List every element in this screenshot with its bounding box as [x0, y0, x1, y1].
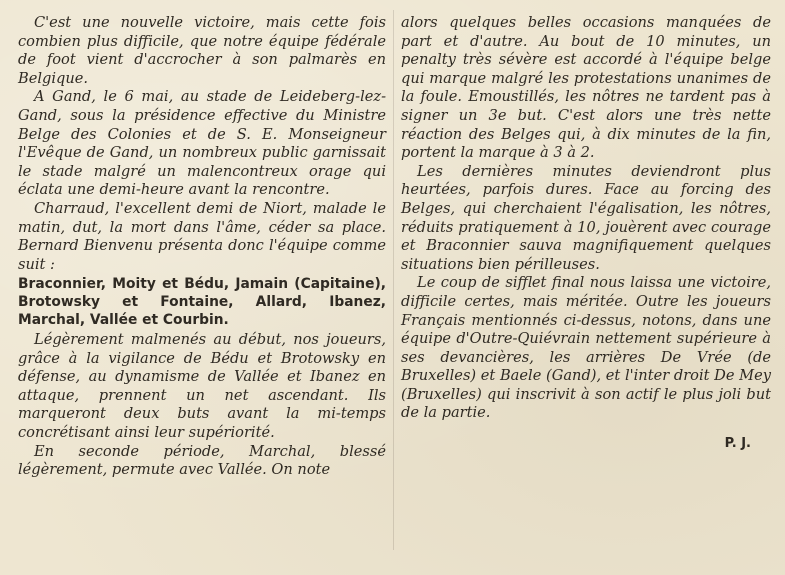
paragraph-team-change: Charraud, l'excellent demi de Niort, malade le matin, dut, la mort dans l'âme, céder sa place. Bernard Bienvenu présenta donc l'équipe comme suit :	[18, 199, 386, 273]
author-signature: P. J.	[724, 436, 751, 452]
paragraph-final-minutes: Les dernières minutes deviendront plus heurtées, parfois dures. Face au forcing des Belges, qui cherchaient l'égalisation, les nôtres, réduits pratiquement à 10, jouèrent avec courage et Braconnier sauva magnifiquement quelques situations bien périlleuses.	[401, 162, 771, 273]
left-column	[18, 14, 386, 480]
paragraph-venue: A Gand, le 6 mai, au stade de Leideberg-lez-Gand, sous la présidence effective du Ministre Belge des Colonies et de S. E. Monseigneur l'Evêque de Gand, un nombreux public garnissait le stade malgré un malencontreux orage qui éclata une demi-heure avant la rencontre.	[18, 88, 386, 199]
paragraph-intro: C'est une nouvelle victoire, mais cette fois combien plus difficile, que notre équipe fédérale de foot vient d'accrocher à son palmarès en Belgique.	[18, 14, 386, 87]
paragraph-conclusion: Le coup de sifflet final nous laissa une victoire, difficile certes, mais méritée. Outre les joueurs Français mentionnés ci-dessus, notons, dans une équipe d'Outre-Quiévrain nettement supérieure à ses devancières, les arrières De Vrée (de Bruxelles) et Baele (Gand), et l'inter droit De Mey (Bruxelles) qui inscrivit à son actif le plus joli but de la partie.	[401, 274, 771, 422]
team-lineup: Braconnier, Moity et Bédu, Jamain (Capitaine), Brotowsky et Fontaine, Allard, Ibanez, Marchal, Vallée et Courbin.	[18, 276, 386, 328]
column-divider	[393, 10, 394, 550]
right-column	[401, 14, 771, 454]
paragraph-first-half: Légèrement malmenés au début, nos joueurs, grâce à la vigilance de Bédu et Brotowsky en défense, au dynamisme de Vallée et Ibanez en attaque, prennent un net ascendant. Ils marqueront deux buts avant la mi-temps concrétisant ainsi leur supériorité.	[18, 331, 386, 442]
paragraph-continuation: alors quelques belles occasions manquées de part et d'autre. Au bout de 10 minutes, un penalty très sévère est accordé à l'équipe belge qui marque malgré les protestations unanimes de la foule. Emoustillés, les nôtres ne tardent pas à signer un 3e but. C'est alors une très nette réaction des Belges qui, à dix minutes de la fin, portent la marque à 3 à 2.	[401, 14, 771, 162]
paragraph-second-half: En seconde période, Marchal, blessé légèrement, permute avec Vallée. On note	[18, 442, 386, 479]
